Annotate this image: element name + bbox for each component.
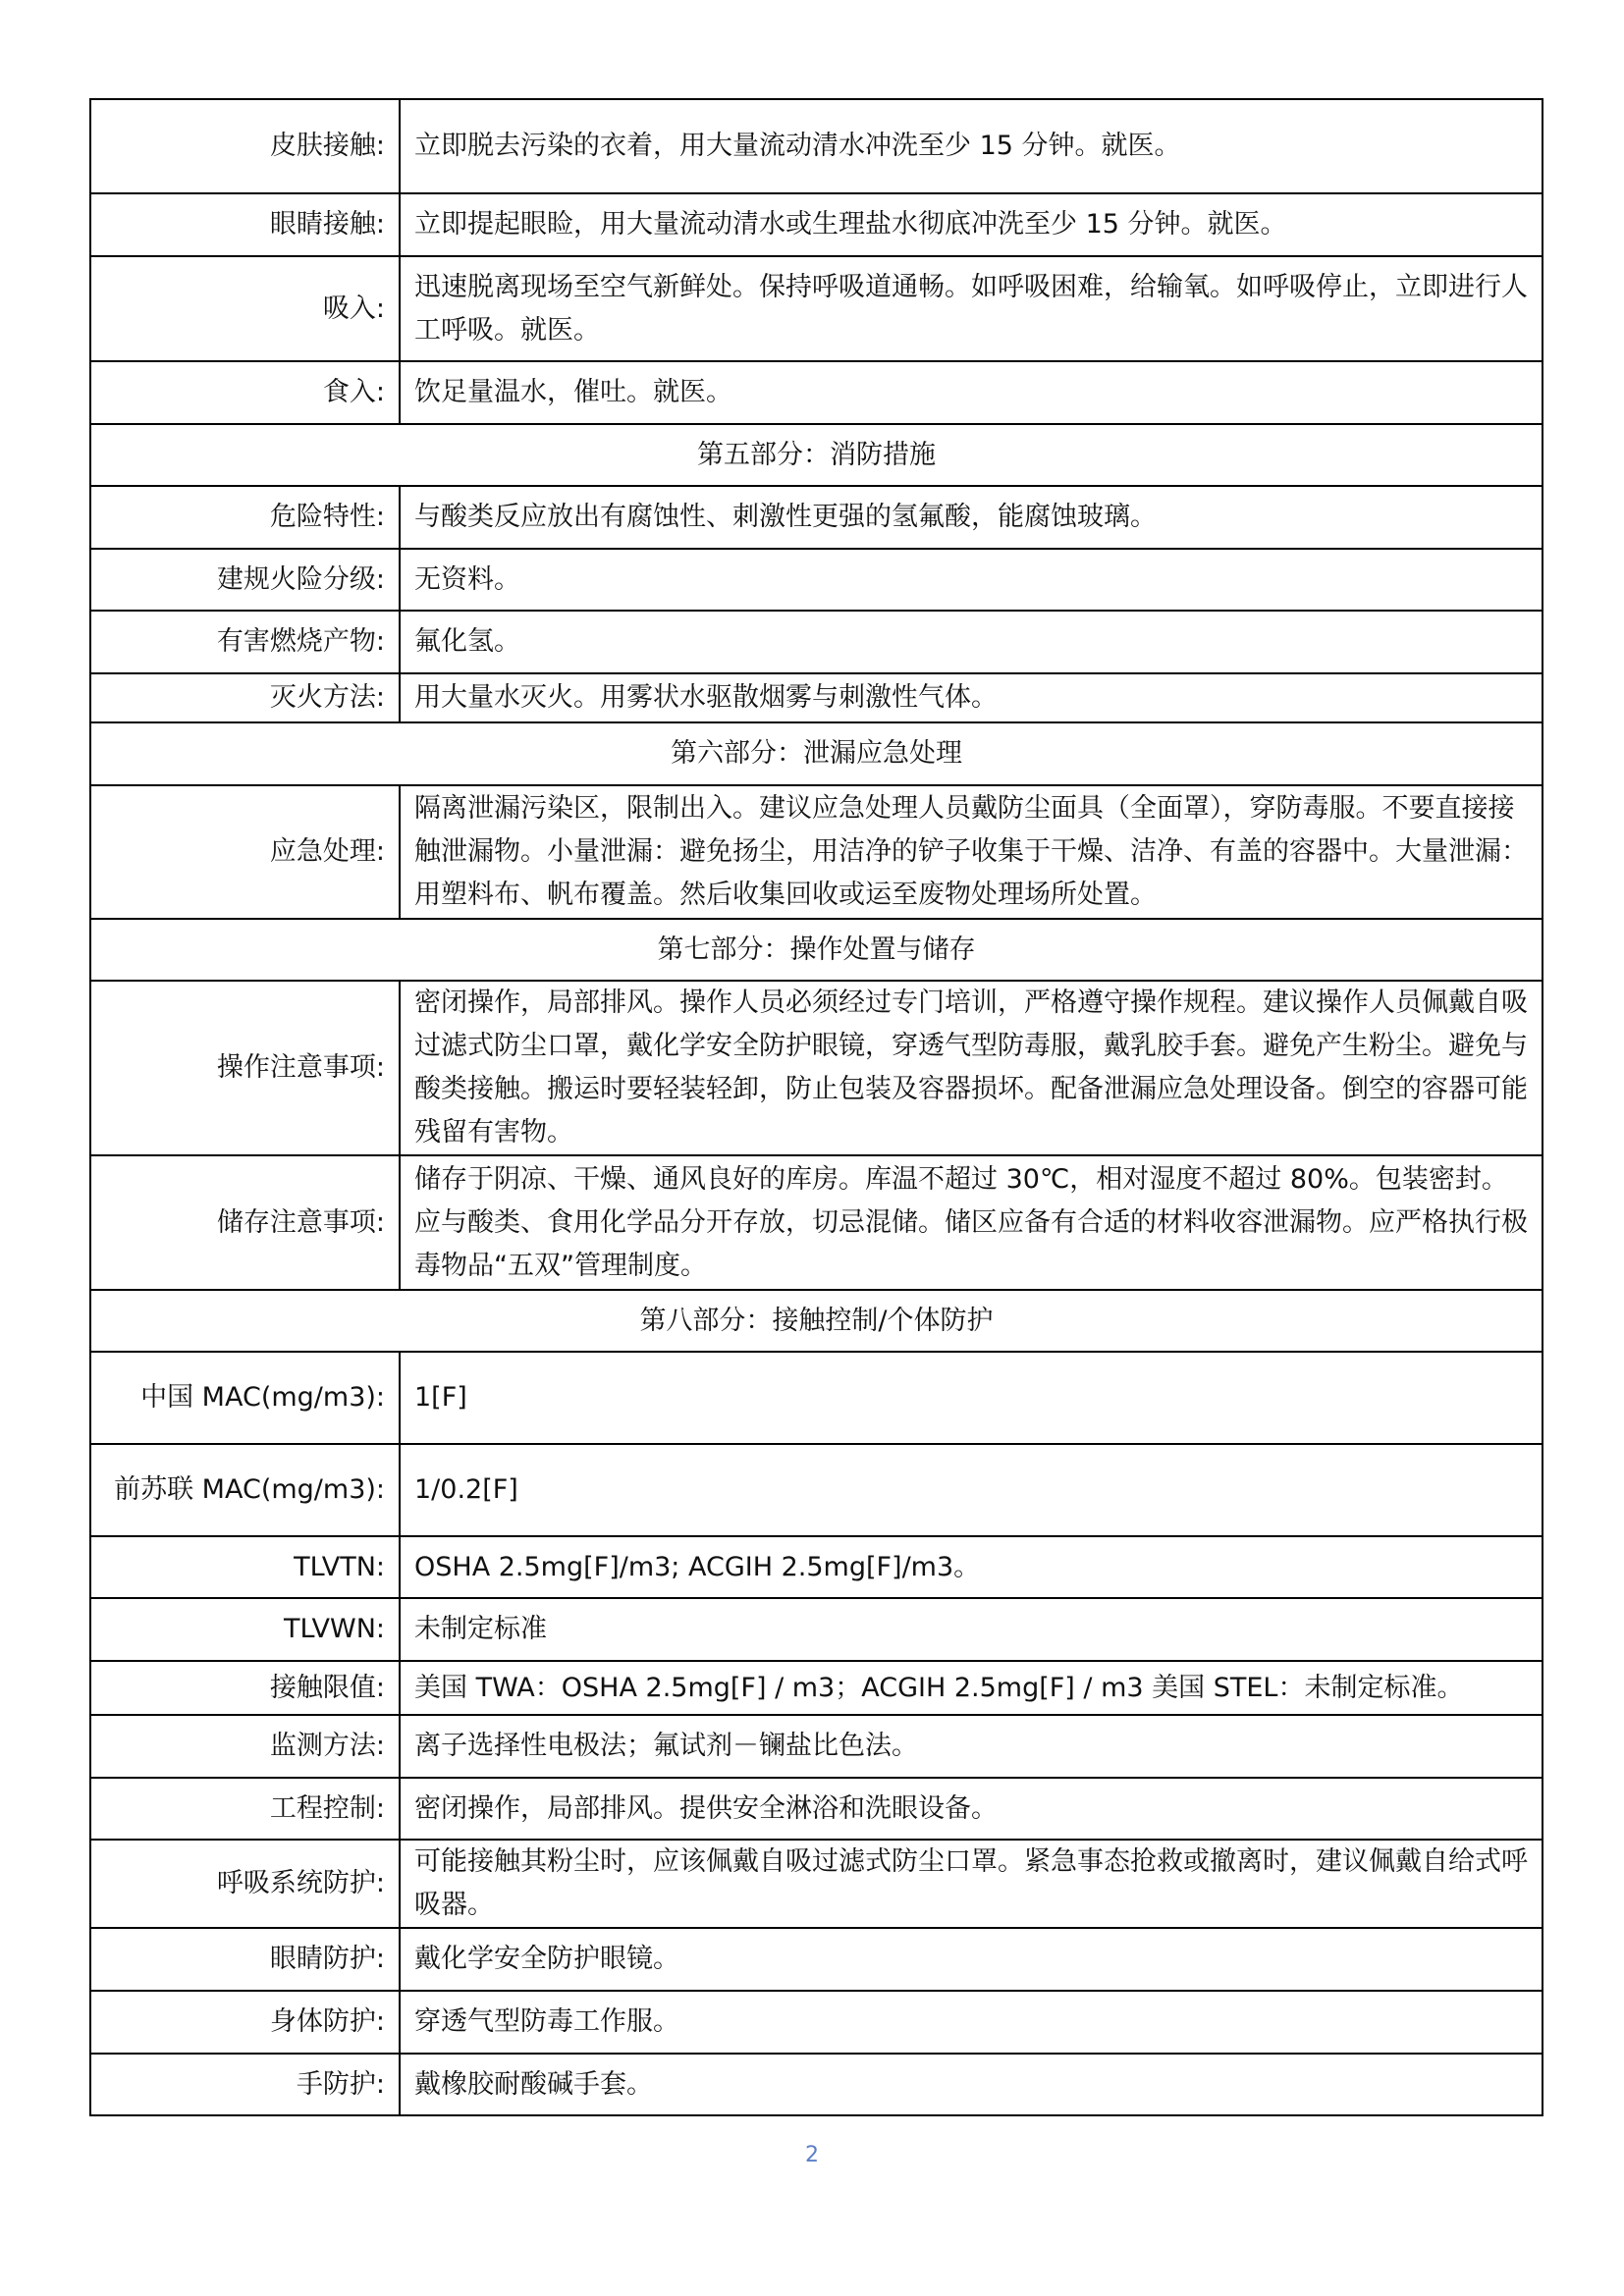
row-value: 密闭操作，局部排风。提供安全淋浴和洗眼设备。 — [400, 1778, 1543, 1840]
table-row — [90, 1991, 1543, 2054]
row-label: 接触限值: — [90, 1661, 400, 1715]
row-value: 离子选择性电极法；氟试剂－镧盐比色法。 — [400, 1715, 1543, 1778]
row-value: 戴化学安全防护眼镜。 — [400, 1928, 1543, 1991]
row-label: 应急处理: — [90, 785, 400, 919]
row-value: 隔离泄漏污染区，限制出入。建议应急处理人员戴防尘面具（全面罩），穿防毒服。不要直接接触泄漏物。小量泄漏：避免扬尘，用洁净的铲子收集于干燥、洁净、有盖的容器中。大量泄漏：用塑料布、帆布覆盖。然后收集回收或运至废物处理场所处置。 — [400, 785, 1543, 919]
row-value: 穿透气型防毒工作服。 — [400, 1991, 1543, 2054]
row-label: 眼睛防护: — [90, 1928, 400, 1991]
row-value: 可能接触其粉尘时，应该佩戴自吸过滤式防尘口罩。紧急事态抢救或撤离时，建议佩戴自给式呼吸器。 — [400, 1840, 1543, 1928]
table-row — [90, 1778, 1543, 1840]
table-row — [90, 1598, 1543, 1661]
row-value: 美国 TWA：OSHA 2.5mg[F] / m3；ACGIH 2.5mg[F] / m3 美国 STEL：未制定标准。 — [400, 1661, 1543, 1715]
row-value: 无资料。 — [400, 549, 1543, 611]
row-value: 与酸类反应放出有腐蚀性、刺激性更强的氢氟酸，能腐蚀玻璃。 — [400, 486, 1543, 549]
section-title: 第五部分：消防措施 — [90, 424, 1543, 486]
table-row — [90, 1715, 1543, 1778]
row-label: 建规火险分级: — [90, 549, 400, 611]
row-value: 1/0.2[F] — [400, 1444, 1543, 1536]
row-value: 1[F] — [400, 1352, 1543, 1444]
table-row — [90, 193, 1543, 256]
table-row — [90, 1444, 1543, 1536]
table-row — [90, 99, 1543, 193]
section-header-row — [90, 722, 1543, 785]
section-title: 第八部分：接触控制/个体防护 — [90, 1290, 1543, 1352]
row-value: 储存于阴凉、干燥、通风良好的库房。库温不超过 30℃，相对湿度不超过 80%。包装密封。应与酸类、食用化学品分开存放，切忌混储。储区应备有合适的材料收容泄漏物。应严格执行极毒物品“五双”管理制度。 — [400, 1155, 1543, 1290]
row-label: 工程控制: — [90, 1778, 400, 1840]
table-row — [90, 981, 1543, 1155]
page-number: 2 — [805, 2143, 819, 2167]
row-label: 中国 MAC(mg/m3): — [90, 1352, 400, 1444]
table-row — [90, 1352, 1543, 1444]
table-row — [90, 1928, 1543, 1991]
safety-data-table — [89, 98, 1543, 2116]
section-header-row — [90, 919, 1543, 981]
row-value: 迅速脱离现场至空气新鲜处。保持呼吸道通畅。如呼吸困难，给输氧。如呼吸停止，立即进行人工呼吸。就医。 — [400, 256, 1543, 361]
row-label: 灭火方法: — [90, 673, 400, 722]
row-label: 食入: — [90, 361, 400, 424]
row-label: 储存注意事项: — [90, 1155, 400, 1290]
row-value: 用大量水灭火。用雾状水驱散烟雾与刺激性气体。 — [400, 673, 1543, 722]
table-row — [90, 361, 1543, 424]
row-value: 戴橡胶耐酸碱手套。 — [400, 2054, 1543, 2115]
row-label: 眼睛接触: — [90, 193, 400, 256]
row-value: 未制定标准 — [400, 1598, 1543, 1661]
section-header-row — [90, 424, 1543, 486]
row-label: TLVWN: — [90, 1598, 400, 1661]
row-label: 危险特性: — [90, 486, 400, 549]
table-row — [90, 611, 1543, 673]
row-value: 立即脱去污染的衣着，用大量流动清水冲洗至少 15 分钟。就医。 — [400, 99, 1543, 193]
table-row — [90, 673, 1543, 722]
row-value: 密闭操作，局部排风。操作人员必须经过专门培训，严格遵守操作规程。建议操作人员佩戴自吸过滤式防尘口罩，戴化学安全防护眼镜，穿透气型防毒服，戴乳胶手套。避免产生粉尘。避免与酸类接触。搬运时要轻装轻卸，防止包装及容器损坏。配备泄漏应急处理设备。倒空的容器可能残留有害物。 — [400, 981, 1543, 1155]
row-value: 氟化氢。 — [400, 611, 1543, 673]
row-label: 有害燃烧产物: — [90, 611, 400, 673]
row-label: 前苏联 MAC(mg/m3): — [90, 1444, 400, 1536]
table-row — [90, 549, 1543, 611]
row-value: 饮足量温水，催吐。就医。 — [400, 361, 1543, 424]
row-label: 吸入: — [90, 256, 400, 361]
section-title: 第六部分：泄漏应急处理 — [90, 722, 1543, 785]
section-header-row — [90, 1290, 1543, 1352]
table-row — [90, 785, 1543, 919]
row-label: 身体防护: — [90, 1991, 400, 2054]
table-row — [90, 1840, 1543, 1928]
section-title: 第七部分：操作处置与储存 — [90, 919, 1543, 981]
row-label: 操作注意事项: — [90, 981, 400, 1155]
table-row — [90, 256, 1543, 361]
table-row — [90, 486, 1543, 549]
row-value: OSHA 2.5mg[F]/m3; ACGIH 2.5mg[F]/m3。 — [400, 1536, 1543, 1598]
row-value: 立即提起眼睑，用大量流动清水或生理盐水彻底冲洗至少 15 分钟。就医。 — [400, 193, 1543, 256]
table-row — [90, 1155, 1543, 1290]
table-row — [90, 2054, 1543, 2115]
row-label: 手防护: — [90, 2054, 400, 2115]
table-row — [90, 1661, 1543, 1715]
row-label: TLVTN: — [90, 1536, 400, 1598]
row-label: 皮肤接触: — [90, 99, 400, 193]
table-row — [90, 1536, 1543, 1598]
row-label: 呼吸系统防护: — [90, 1840, 400, 1928]
row-label: 监测方法: — [90, 1715, 400, 1778]
